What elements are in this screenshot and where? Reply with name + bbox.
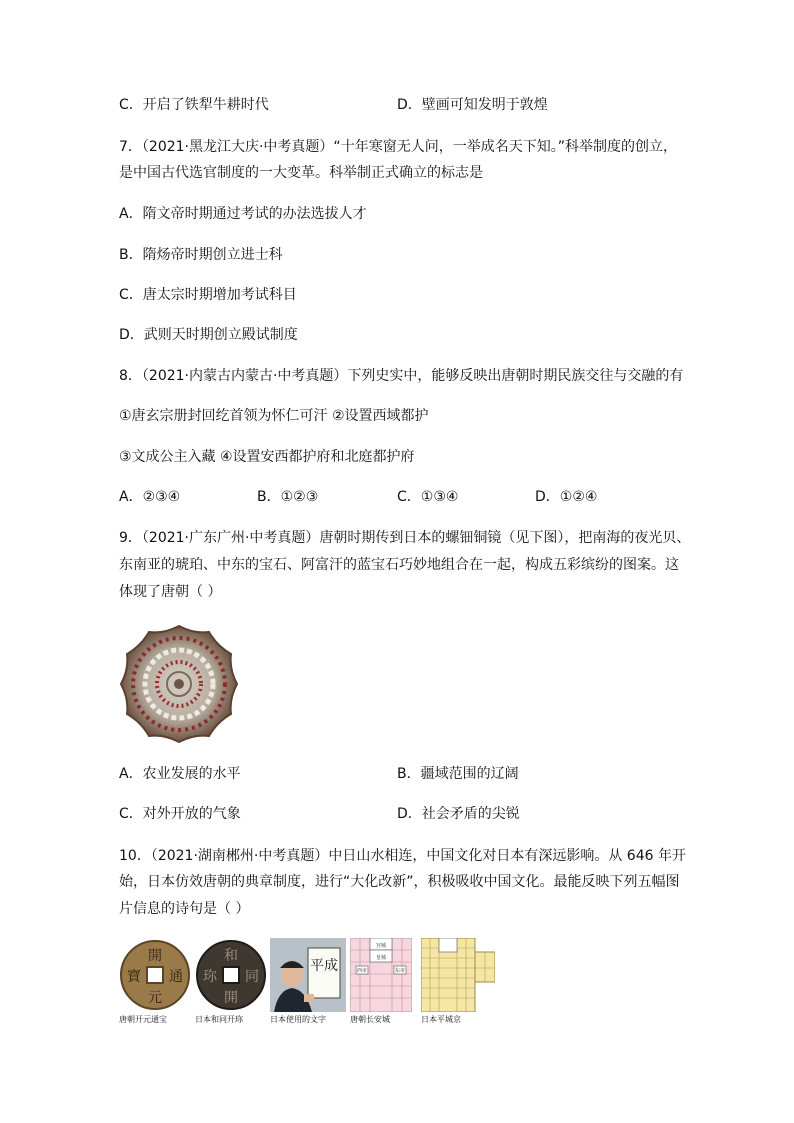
- wado-kaichin-coin-image: [195, 938, 267, 1012]
- changan-label-palace: 宫城: [375, 943, 387, 949]
- coin2-char-right: 同: [245, 969, 259, 985]
- q9-option-b: B．疆域范围的辽阔: [397, 766, 519, 782]
- kaiyuan-tongbao-coin-image: [119, 938, 191, 1012]
- caption-wado-coin: 日本和同开珎: [195, 1015, 243, 1024]
- q8-option-d: D．①②④: [535, 489, 598, 505]
- coin2-char-top: 和: [224, 948, 238, 964]
- heisei-sign-text: 平成: [310, 958, 338, 974]
- caption-heijokyo: 日本平城京: [421, 1015, 461, 1024]
- q7-option-a: A．隋文帝时期通过考试的办法选拔人才: [119, 206, 367, 222]
- q8-items-line1: ①唐玄宗册封回纥首领为怀仁可汗 ②设置西域都护: [119, 408, 429, 424]
- q9-option-c: C．对外开放的气象: [119, 806, 241, 822]
- q9-option-d: D．社会矛盾的尖锐: [397, 806, 520, 822]
- changan-label-west-market: 西市: [356, 968, 368, 974]
- q10-stem-line2: 始，日本仿效唐朝的典章制度，进行“大化改新”，积极吸收中国文化。最能反映下列五幅图: [119, 874, 680, 890]
- q8-stem: 8．（2021·内蒙古内蒙古·中考真题）下列史实中，能够反映出唐朝时期民族交往与交融的有: [119, 368, 684, 384]
- q9-stem-line2: 东南亚的琥珀、中东的宝石、阿富汗的蓝宝石巧妙地组合在一起，构成五彩缤纷的图案。这: [119, 557, 679, 573]
- coin2-char-left: 珎: [203, 969, 217, 985]
- coin1-char-right: 通: [169, 969, 183, 985]
- q10-image-strip: [119, 938, 499, 1028]
- q8-items-line2: ③文成公主入藏 ④设置安西都护府和北庭都护府: [119, 449, 415, 465]
- q8-option-c: C．①③④: [397, 489, 459, 505]
- q6-option-d: D．壁画可知发明于敦煌: [397, 97, 548, 113]
- caption-kaiyuan-coin: 唐朝开元通宝: [119, 1015, 167, 1024]
- q7-option-b: B．隋炀帝时期创立进士科: [119, 247, 283, 263]
- coin2-char-bottom: 開: [224, 990, 238, 1006]
- q7-option-c: C．唐太宗时期增加考试科目: [119, 287, 297, 303]
- q6-option-c: C．开启了铁犁牛耕时代: [119, 97, 269, 113]
- q9-option-a: A．农业发展的水平: [119, 766, 241, 782]
- q8-option-a: A．②③④: [119, 489, 181, 505]
- coin1-char-left: 寶: [127, 969, 141, 985]
- q10-stem-line1: 10．（2021·湖南郴州·中考真题）中日山水相连，中国文化对日本有深远影响。从 646 年开: [119, 848, 686, 864]
- q9-stem-line1: 9．（2021·广东广州·中考真题）唐朝时期传到日本的螺钿铜镜（见下图），把南海的夜光贝、: [119, 530, 691, 546]
- coin1-char-top: 開: [148, 948, 162, 964]
- changan-city-map: [350, 938, 412, 1012]
- heijokyo-city-map: [421, 938, 495, 1012]
- caption-japanese-script: 日本使用的文字: [270, 1015, 326, 1024]
- changan-label-east-market: 东市: [394, 968, 406, 974]
- changan-label-imperial-city: 皇城: [375, 955, 387, 961]
- q7-option-d: D．武则天时期创立殿试制度: [119, 327, 298, 343]
- heisei-announcement-photo: [270, 938, 346, 1012]
- coin1-char-bottom: 元: [148, 990, 162, 1006]
- q9-stem-line3: 体现了唐朝（ ）: [119, 584, 222, 600]
- q7-stem-line1: 7．（2021·黑龙江大庆·中考真题）“十年寒窗无人问，一举成名天下知。”科举制度的创立，: [119, 139, 677, 155]
- mother-of-pearl-mirror-image: [119, 624, 239, 744]
- q8-option-b: B．①②③: [257, 489, 319, 505]
- caption-changan: 唐朝长安城: [350, 1015, 390, 1024]
- q10-stem-line3: 片信息的诗句是（ ）: [119, 901, 250, 917]
- q7-stem-line2: 是中国古代选官制度的一大变革。科举制正式确立的标志是: [119, 165, 483, 181]
